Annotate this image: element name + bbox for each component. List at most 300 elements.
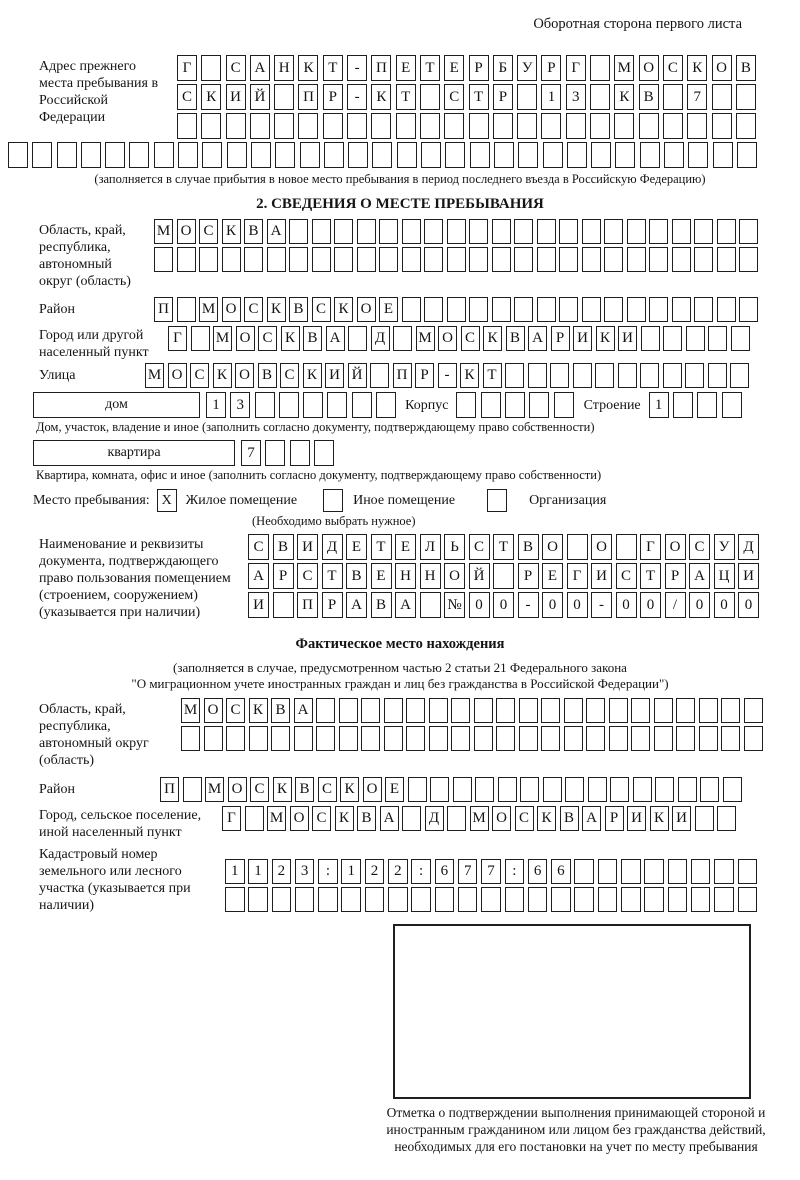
doc-row-2 (248, 563, 759, 589)
char-cell (520, 777, 539, 802)
char-cell: А (326, 326, 345, 351)
s2-ulitsa-block (39, 363, 800, 388)
char-cell: Г (222, 806, 241, 831)
char-cell (668, 859, 688, 884)
char-cell: И (226, 84, 246, 110)
char-cell (451, 698, 470, 723)
fact-oblast-row-2 (181, 726, 763, 751)
char-cell (327, 392, 347, 418)
char-cell: О (363, 777, 382, 802)
char-cell (57, 142, 77, 168)
prev-address-row-4-full (8, 142, 800, 168)
char-cell: Г (567, 563, 588, 589)
char-cell: С (190, 363, 209, 388)
char-cell (298, 113, 318, 139)
char-cell: Р (541, 55, 561, 81)
char-cell (639, 113, 659, 139)
char-cell: Р (493, 84, 513, 110)
char-cell (695, 806, 714, 831)
char-cell: К (687, 55, 707, 81)
prev-address-block (39, 55, 800, 139)
organizaciya-checkbox (487, 489, 507, 512)
char-cell (744, 726, 763, 751)
char-cell: П (393, 363, 412, 388)
char-cell (255, 392, 275, 418)
char-cell (341, 887, 361, 912)
char-cell: И (627, 806, 646, 831)
char-cell (357, 219, 376, 244)
char-cell (514, 297, 533, 322)
kadastr-block (39, 846, 800, 914)
char-cell (154, 142, 174, 168)
char-cell (348, 142, 368, 168)
char-cell: О (444, 563, 465, 589)
char-cell (618, 363, 637, 388)
prev-address-label: Адрес прежнего места пребывания в Российской Федерации (39, 59, 159, 125)
char-cell: М (199, 297, 218, 322)
char-cell: О (712, 55, 732, 81)
char-cell: В (271, 698, 290, 723)
char-cell (627, 219, 646, 244)
char-cell (541, 113, 561, 139)
char-cell: - (518, 592, 539, 618)
char-cell (372, 142, 392, 168)
char-cell (204, 726, 223, 751)
char-cell (334, 219, 353, 244)
char-cell (365, 887, 385, 912)
fact-raion-label: Район (39, 782, 75, 797)
char-cell (582, 297, 601, 322)
char-cell: А (294, 698, 313, 723)
char-cell (564, 726, 583, 751)
char-cell (739, 247, 758, 272)
char-cell (274, 84, 294, 110)
char-cell: № (444, 592, 465, 618)
char-cell: В (357, 806, 376, 831)
prev-address-caption: (заполняется в случае прибытия в новое место пребывания в период последнего въезда в Российскую Федерацию) (94, 172, 706, 186)
char-cell: М (213, 326, 232, 351)
char-cell (590, 113, 610, 139)
char-cell: О (492, 806, 511, 831)
char-cell (615, 142, 635, 168)
char-cell: О (639, 55, 659, 81)
char-cell (722, 392, 742, 418)
char-cell: 3 (230, 392, 250, 418)
char-cell (303, 392, 323, 418)
organizaciya-label: Организация (529, 493, 607, 508)
s2-oblast-row-2 (154, 247, 758, 272)
char-cell (541, 726, 560, 751)
doc-row-3 (248, 592, 759, 618)
char-cell (227, 142, 247, 168)
char-cell (402, 297, 421, 322)
char-cell (712, 84, 732, 110)
kvartira-box: квартира (33, 440, 235, 466)
char-cell: П (371, 55, 391, 81)
char-cell (32, 142, 52, 168)
char-cell (181, 726, 200, 751)
char-cell (654, 726, 673, 751)
char-cell (621, 887, 641, 912)
char-cell (708, 363, 727, 388)
char-cell (591, 142, 611, 168)
char-cell: Е (395, 534, 416, 560)
char-cell: М (205, 777, 224, 802)
char-cell: С (226, 698, 245, 723)
char-cell (649, 247, 668, 272)
char-cell: 2 (365, 859, 385, 884)
char-cell (609, 698, 628, 723)
char-cell (550, 363, 569, 388)
char-cell (687, 113, 707, 139)
char-cell (481, 887, 501, 912)
char-cell (609, 726, 628, 751)
char-cell: 6 (528, 859, 548, 884)
char-cell (713, 142, 733, 168)
char-cell: 1 (541, 84, 561, 110)
char-cell (590, 84, 610, 110)
char-cell (541, 698, 560, 723)
char-cell: И (297, 534, 318, 560)
s2-gorod-row (168, 326, 750, 351)
char-cell: О (177, 219, 196, 244)
char-cell (528, 363, 547, 388)
char-cell: С (297, 563, 318, 589)
fact-title: Фактическое место нахождения (295, 636, 505, 652)
char-cell (379, 219, 398, 244)
char-cell (402, 247, 421, 272)
char-cell (251, 142, 271, 168)
char-cell (129, 142, 149, 168)
char-cell (202, 142, 222, 168)
fact-oblast-row-1 (181, 698, 763, 723)
char-cell: А (395, 592, 416, 618)
char-cell (699, 698, 718, 723)
char-cell: С (318, 777, 337, 802)
char-cell: В (506, 326, 525, 351)
char-cell (537, 297, 556, 322)
char-cell (730, 363, 749, 388)
fact-oblast-block (39, 698, 800, 769)
char-cell (474, 698, 493, 723)
char-cell (408, 777, 427, 802)
char-cell: 1 (206, 392, 226, 418)
doc-label: Наименование и реквизиты документа, подтверждающего право пользования помещением (строением, сооружением) (указывается при наличии) (39, 537, 231, 620)
char-cell: Т (371, 534, 392, 560)
char-cell (714, 859, 734, 884)
char-cell: Е (379, 297, 398, 322)
char-cell (316, 698, 335, 723)
char-cell: 1 (649, 392, 669, 418)
char-cell (685, 363, 704, 388)
char-cell (551, 887, 571, 912)
char-cell: С (444, 84, 464, 110)
char-cell: К (281, 326, 300, 351)
kadastr-row-2 (225, 887, 757, 912)
char-cell (631, 726, 650, 751)
char-cell: М (416, 326, 435, 351)
char-cell (388, 887, 408, 912)
char-cell: 7 (241, 440, 261, 466)
char-cell (528, 887, 548, 912)
s2-raion-row (154, 297, 758, 322)
char-cell: С (689, 534, 710, 560)
char-cell: Н (395, 563, 416, 589)
char-cell (604, 247, 623, 272)
char-cell: Т (483, 363, 502, 388)
fact-gorod-block (39, 806, 800, 841)
doc-block (39, 534, 800, 621)
char-cell: А (346, 592, 367, 618)
char-cell: Е (371, 563, 392, 589)
char-cell: В (273, 534, 294, 560)
char-cell: С (177, 84, 197, 110)
char-cell: К (334, 297, 353, 322)
char-cell: 7 (481, 859, 501, 884)
char-cell (672, 219, 691, 244)
char-cell: Т (420, 55, 440, 81)
char-cell: 2 (272, 859, 292, 884)
char-cell (514, 219, 533, 244)
char-cell (529, 392, 549, 418)
char-cell (393, 326, 412, 351)
char-cell (604, 297, 623, 322)
char-cell (411, 887, 431, 912)
char-cell: 6 (435, 859, 455, 884)
char-cell (595, 363, 614, 388)
char-cell: А (248, 563, 269, 589)
char-cell: Д (425, 806, 444, 831)
char-cell (244, 247, 263, 272)
char-cell: - (347, 55, 367, 81)
fact-raion-block (39, 777, 800, 802)
char-cell (717, 247, 736, 272)
char-cell: 0 (542, 592, 563, 618)
char-cell (655, 777, 674, 802)
stroenie-cells (649, 392, 742, 418)
char-cell (357, 247, 376, 272)
char-cell: К (222, 219, 241, 244)
prev-address-row-3 (177, 113, 756, 139)
char-cell (456, 392, 476, 418)
char-cell (688, 142, 708, 168)
char-cell: А (528, 326, 547, 351)
char-cell: И (573, 326, 592, 351)
char-cell: С (461, 326, 480, 351)
char-cell: С (663, 55, 683, 81)
char-cell (447, 297, 466, 322)
char-cell (199, 247, 218, 272)
char-cell: Т (640, 563, 661, 589)
char-cell: О (235, 363, 254, 388)
char-cell (493, 563, 514, 589)
dom-box: дом (33, 392, 200, 418)
char-cell (420, 84, 440, 110)
char-cell (177, 247, 196, 272)
char-cell: 1 (341, 859, 361, 884)
char-cell (445, 142, 465, 168)
char-cell: К (614, 84, 634, 110)
char-cell (699, 726, 718, 751)
char-cell: Т (323, 55, 343, 81)
char-cell (361, 698, 380, 723)
char-cell (649, 297, 668, 322)
char-cell (384, 698, 403, 723)
char-cell (640, 142, 660, 168)
char-cell (475, 777, 494, 802)
char-cell: С (616, 563, 637, 589)
char-cell (739, 219, 758, 244)
char-cell (376, 392, 396, 418)
char-cell: Р (469, 55, 489, 81)
char-cell (492, 247, 511, 272)
char-cell (519, 698, 538, 723)
char-cell (566, 113, 586, 139)
char-cell (744, 698, 763, 723)
char-cell: Е (385, 777, 404, 802)
stamp-caption: Отметка о подтверждении выполнения принимающей стороной и иностранным гражданином или лицом без гражданства действий, необходимых для его постановки на учет по месту пребывания (386, 1105, 766, 1154)
char-cell: М (470, 806, 489, 831)
char-cell: 0 (640, 592, 661, 618)
char-cell (453, 777, 472, 802)
char-cell (663, 84, 683, 110)
char-cell (430, 777, 449, 802)
char-cell (567, 534, 588, 560)
char-cell (201, 55, 221, 81)
char-cell (582, 219, 601, 244)
s2-oblast-label: Область, край, республика, автономный округ (область) (39, 223, 131, 289)
char-cell: С (199, 219, 218, 244)
char-cell (435, 887, 455, 912)
char-cell (496, 726, 515, 751)
char-cell: 2 (388, 859, 408, 884)
char-cell: У (517, 55, 537, 81)
char-cell: В (560, 806, 579, 831)
char-cell (402, 219, 421, 244)
char-cell (316, 726, 335, 751)
s2-dom-row (33, 392, 800, 418)
char-cell: Р (273, 563, 294, 589)
char-cell (289, 219, 308, 244)
char-cell (714, 887, 734, 912)
char-cell (469, 297, 488, 322)
char-cell (222, 247, 241, 272)
char-cell: 0 (714, 592, 735, 618)
doc-row-1 (248, 534, 759, 560)
char-cell (271, 726, 290, 751)
char-cell (424, 219, 443, 244)
char-cell (543, 142, 563, 168)
char-cell: 7 (687, 84, 707, 110)
char-cell: К (340, 777, 359, 802)
char-cell: Г (168, 326, 187, 351)
char-cell: И (618, 326, 637, 351)
char-cell: С (244, 297, 263, 322)
char-cell (649, 219, 668, 244)
char-cell (567, 142, 587, 168)
char-cell: И (591, 563, 612, 589)
mesto-options-row (33, 489, 800, 512)
char-cell (694, 247, 713, 272)
char-cell (279, 392, 299, 418)
mesto-label: Место пребывания: (33, 493, 150, 508)
char-cell: Т (493, 534, 514, 560)
char-cell: Р (323, 84, 343, 110)
char-cell (721, 698, 740, 723)
char-cell: П (298, 84, 318, 110)
char-cell (691, 859, 711, 884)
char-cell: Й (250, 84, 270, 110)
char-cell: Р (665, 563, 686, 589)
fact-gorod-row (222, 806, 736, 831)
char-cell: И (325, 363, 344, 388)
char-cell (559, 247, 578, 272)
char-cell: 1 (225, 859, 245, 884)
char-cell (663, 113, 683, 139)
char-cell (588, 777, 607, 802)
char-cell (226, 113, 246, 139)
char-cell: К (201, 84, 221, 110)
char-cell (267, 247, 286, 272)
char-cell: К (596, 326, 615, 351)
char-cell: В (518, 534, 539, 560)
fact-caption-line1: (заполняется в случае, предусмотренном частью 2 статьи 21 Федерального закона (173, 660, 627, 675)
char-cell (731, 326, 750, 351)
char-cell: - (438, 363, 457, 388)
char-cell: М (267, 806, 286, 831)
char-cell (191, 326, 210, 351)
char-cell: Г (566, 55, 586, 81)
char-cell: Е (346, 534, 367, 560)
char-cell (697, 392, 717, 418)
char-cell (384, 726, 403, 751)
s2-raion-block (39, 297, 800, 322)
char-cell: Д (322, 534, 343, 560)
char-cell: В (295, 777, 314, 802)
char-cell (183, 777, 202, 802)
char-cell (274, 113, 294, 139)
char-cell: В (289, 297, 308, 322)
char-cell: В (371, 592, 392, 618)
char-cell (178, 142, 198, 168)
char-cell: В (736, 55, 756, 81)
char-cell (573, 363, 592, 388)
char-cell (339, 698, 358, 723)
char-cell: В (639, 84, 659, 110)
char-cell (424, 247, 443, 272)
fact-raion-row (160, 777, 742, 802)
char-cell: Р (322, 592, 343, 618)
char-cell: Д (738, 534, 759, 560)
section2-title: 2. СВЕДЕНИЯ О МЕСТЕ ПРЕБЫВАНИЯ (256, 196, 544, 212)
page-header-note: Оборотная сторона первого листа (533, 16, 742, 32)
s2-gorod-block (39, 326, 800, 361)
char-cell: 6 (551, 859, 571, 884)
char-cell (371, 113, 391, 139)
char-cell: К (537, 806, 556, 831)
char-cell (672, 297, 691, 322)
char-cell (717, 219, 736, 244)
char-cell: У (714, 534, 735, 560)
char-cell: Г (177, 55, 197, 81)
char-cell (177, 113, 197, 139)
s2-ulitsa-label: Улица (39, 368, 76, 383)
s2-gorod-label: Город или другой населенный пункт (39, 328, 149, 360)
char-cell (738, 859, 758, 884)
char-cell (691, 887, 711, 912)
char-cell (598, 859, 618, 884)
char-cell: С (515, 806, 534, 831)
